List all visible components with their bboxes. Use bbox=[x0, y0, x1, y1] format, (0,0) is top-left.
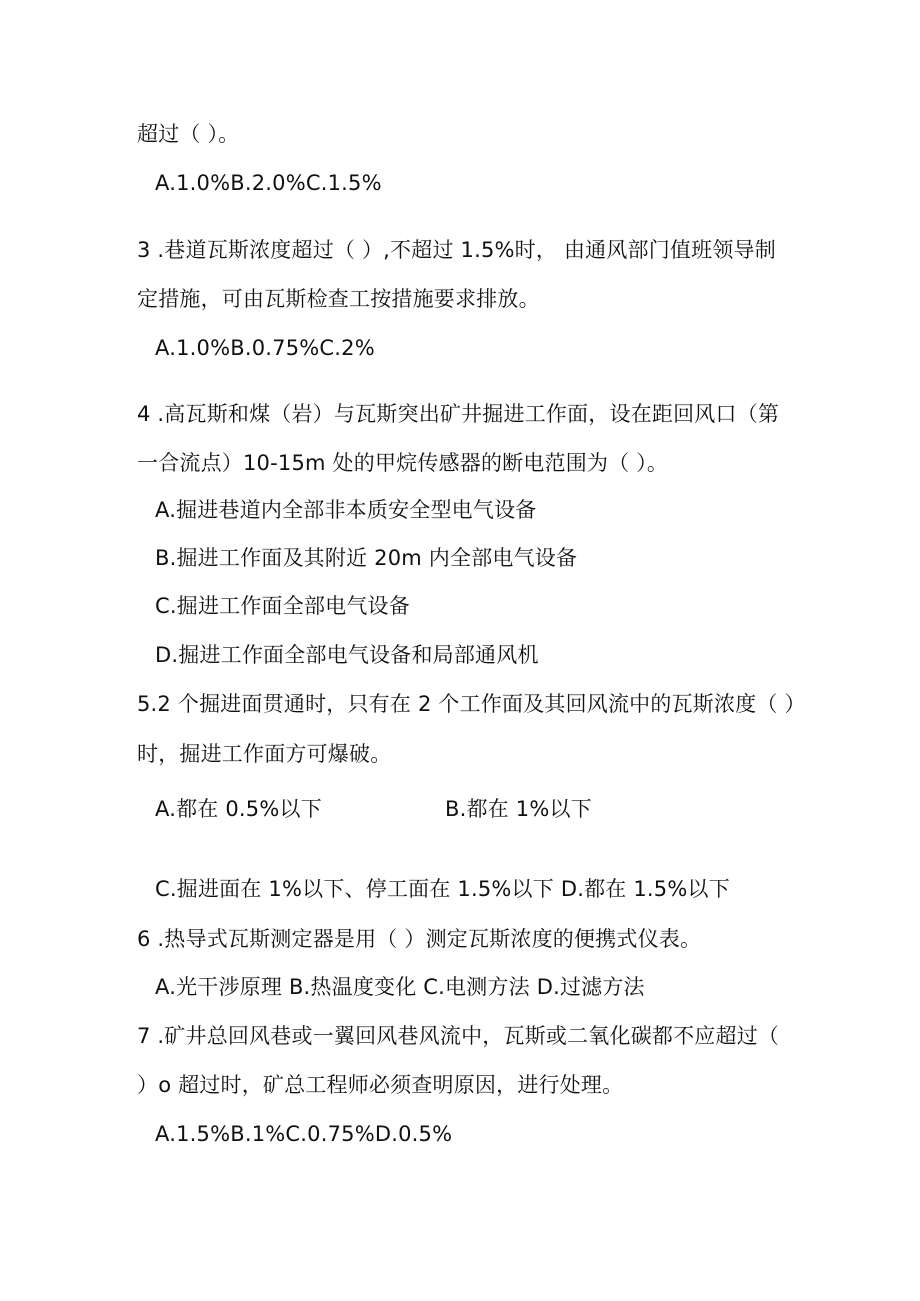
question-4-stem-line-1: 4 .高瓦斯和煤（岩）与瓦斯突出矿井掘进工作面，设在距回风口（第 bbox=[137, 402, 780, 426]
question-6-options: A.光干涉原理 B.热温度变化 C.电测方法 D.过滤方法 bbox=[155, 975, 645, 999]
question-4-option-b: B.掘进工作面及其附近 20m 内全部电气设备 bbox=[155, 546, 578, 570]
question-4-option-d: D.掘进工作面全部电气设备和局部通风机 bbox=[155, 643, 539, 667]
question-5-option-a: A.都在 0.5%以下 bbox=[155, 797, 322, 821]
question-5-options-c-d: C.掘进面在 1%以下、停工面在 1.5%以下 D.都在 1.5%以下 bbox=[155, 877, 730, 901]
question-4-option-a: A.掘进巷道内全部非本质安全型电气设备 bbox=[155, 498, 537, 522]
question-2-continuation: 超过（ ）。 bbox=[137, 122, 240, 146]
question-3-options: A.1.0%B.0.75%C.2% bbox=[155, 336, 375, 360]
question-7-stem-line-1: 7 .矿井总回风巷或一翼回风巷风流中，瓦斯或二氧化碳都不应超过（ bbox=[137, 1024, 780, 1048]
question-4-stem-line-2: 一合流点）10-15m 处的甲烷传感器的断电范围为（ ）。 bbox=[137, 451, 669, 475]
question-7-stem-line-2: ）o 超过时，矿总工程师必须查明原因，进行处理。 bbox=[137, 1073, 624, 1097]
question-3-stem-line-1: 3 .巷道瓦斯浓度超过（ ）,不超过 1.5%时， 由通风部门值班领导制 bbox=[137, 238, 776, 262]
question-7-options: A.1.5%B.1%C.0.75%D.0.5% bbox=[155, 1122, 453, 1146]
question-5-stem-line-1: 5.2 个掘进面贯通时，只有在 2 个工作面及其回风流中的瓦斯浓度（ ） bbox=[137, 692, 806, 716]
question-6-stem: 6 .热导式瓦斯测定器是用（ ）测定瓦斯浓度的便携式仪表。 bbox=[137, 927, 702, 951]
question-4-option-c: C.掘进工作面全部电气设备 bbox=[155, 594, 410, 618]
question-3-stem-line-2: 定措施，可由瓦斯检查工按措施要求排放。 bbox=[137, 287, 540, 311]
question-5-stem-line-2: 时，掘进工作面方可爆破。 bbox=[137, 742, 392, 766]
question-5-option-b: B.都在 1%以下 bbox=[445, 797, 592, 821]
question-2-options: A.1.0%B.2.0%C.1.5% bbox=[155, 171, 382, 195]
